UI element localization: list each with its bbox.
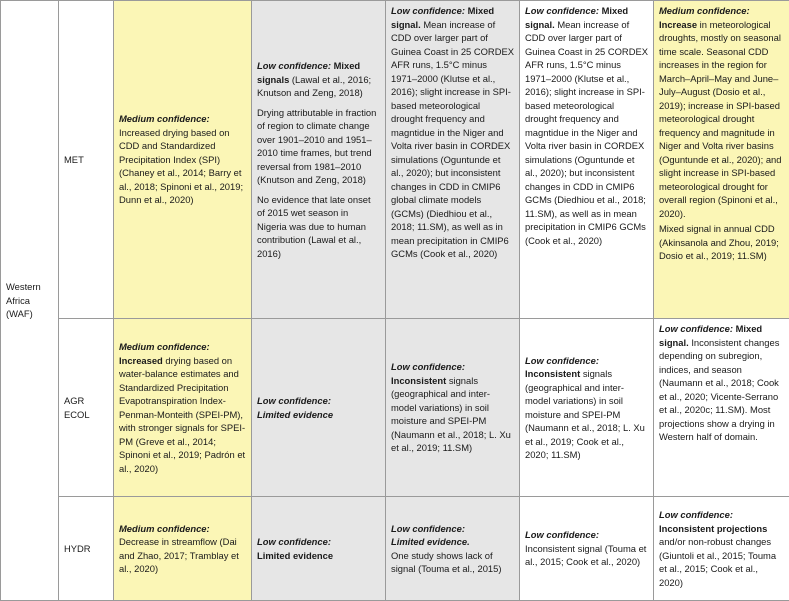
type-cell-agr <box>59 319 114 497</box>
cell-text: Mean increase of CDD over larger part of Guinea Coast in 25 CORDEX AFR runs, 1.5°C minus 1971–2000 (Klutse et al., 2016); slight increase in SPI-based meteorological drought frequency and magntidue in the Niger and Volta river basin in CORDEX simulations (Oguntunde et al., 2020); but inconsistent changes in CDD in CMIP6 GCMs (Diedhiou et al., 2018; 11.SM), as well as in mean precipitation in CMIP6 GCMs (Cook et al., 2020) <box>525 19 648 246</box>
confidence-label: Low confidence: <box>257 60 331 71</box>
projection-2c-cell <box>520 497 654 601</box>
cell-text: signals (geographical and inter-model variations) in soil moisture and SPEI-PM (Naumann et al., 2018; L. Xu et al., 2019; Cook et al., 2020; 11.SM) <box>525 368 645 460</box>
cell-highlight: Mixed signals <box>257 60 360 85</box>
cell-highlight: Inconsistent <box>525 368 580 379</box>
projection-1-5c-cell <box>386 319 520 497</box>
cell-highlight: Mixed signal. <box>659 323 762 348</box>
table-row-agr-ecol <box>1 319 789 497</box>
projection-1-5c-cell <box>386 497 520 601</box>
projection-4c-cell <box>654 319 789 497</box>
type-cell-met <box>59 1 114 319</box>
confidence-label: Low confidence: <box>257 395 331 406</box>
confidence-label: Low confidence: <box>659 323 733 334</box>
confidence-label: Low confidence: <box>391 523 465 534</box>
cell-paragraph: Mixed signal in annual CDD (Akinsanola and Zhou, 2019; Dosio et al., 2019; 11.SM) <box>659 222 784 263</box>
confidence-label: Medium confidence: <box>659 5 750 16</box>
projection-4c-cell <box>654 497 789 601</box>
cell-text: Increased drying based on CDD and Standardized Precipitation Index (SPI) (Chaney et al., 2014; Barry et al., 2018; Spinoni et al., 2019; Dunn et al., 2020) <box>119 127 243 206</box>
attribution-cell <box>252 1 386 319</box>
cell-text: and/or non-robust changes (Giuntoli et al., 2015; Touma et al., 2015; Cook et al., 2020) <box>659 536 776 588</box>
cell-paragraph: Drying attributable in fraction of region to climate change over 1901–2010 and 1951–2010 time frames, but trend reversal from 1981–2010 (Knutson and Zeng, 2018) <box>257 106 380 187</box>
region-cell <box>1 1 59 601</box>
cell-text: signals (geographical and inter-model variations) in soil moisture and SPEI-PM (Naumann et al., 2018; L. Xu et al., 2019; 11.SM) <box>391 375 511 454</box>
cell-highlight: Inconsistent projections <box>659 523 767 534</box>
confidence-label: Low confidence: <box>391 5 465 16</box>
confidence-label: Low confidence: <box>525 529 599 540</box>
confidence-label: Low confidence: <box>257 536 331 547</box>
cell-text: drying based on water-balance estimates and Standardized Precipitation Evapotranspiration Index-Penman-Monteith (SPEI-PM), with stronger signals for SPEI-PM (Greve et al., 2014; Spinoni et al., 2019; Padrón et al., 2020) <box>119 355 245 474</box>
region-label: Western Africa (WAF) <box>6 281 41 319</box>
confidence-label: Low confidence: <box>659 509 733 520</box>
cell-text: Decrease in streamflow (Dai and Zhao, 2017; Tramblay et al., 2020) <box>119 536 239 574</box>
confidence-label: Low confidence: <box>525 5 599 16</box>
cell-text: Limited evidence <box>257 409 333 420</box>
confidence-label: Medium confidence: <box>119 341 210 352</box>
cell-highlight: Mixed signal. <box>525 5 628 30</box>
type-label: HYDR <box>64 543 91 554</box>
cell-text: Mean increase of CDD over larger part of Guinea Coast in 25 CORDEX AFR runs, 1.5°C minus 1971–2000 (Klutse et al., 2016); slight increase in SPI-based meteorological drought frequency and magntidue in the Niger and Volta river basin in CORDEX simulations (Oguntunde et al., 2020); but inconsistent changes in CDD in CMIP6 global climate models (GCMs) (Diedhiou et al., 2018; 11.SM), as well as in mean precipitation in CMIP6 GCMs (Cook et al., 2020) <box>391 19 514 260</box>
attribution-cell <box>252 497 386 601</box>
confidence-label: Low confidence: <box>525 355 599 366</box>
projection-2c-cell <box>520 1 654 319</box>
cell-text: Inconsistent changes depending on subregion, indices, and season (Naumann et al., 2018; Cook et al., 2020; Vicente-Serrano et al., 2020c; 11.SM). Most projections show a drying in Western half of domain. <box>659 337 779 443</box>
table-row-hydr <box>1 497 789 601</box>
observed-trends-cell <box>114 319 252 497</box>
attribution-cell <box>252 319 386 497</box>
cell-text: One study shows lack of signal (Touma et al., 2015) <box>391 550 501 575</box>
confidence-label: Medium confidence: <box>119 113 210 124</box>
confidence-label: Medium confidence: <box>119 523 210 534</box>
cell-highlight: Limited evidence. <box>391 536 470 547</box>
cell-text: Inconsistent signal (Touma et al., 2015; Cook et al., 2020) <box>525 543 646 568</box>
cell-highlight: Increase <box>659 19 697 30</box>
projection-4c-cell <box>654 1 789 319</box>
table-row-met <box>1 1 789 319</box>
cell-highlight: Increased <box>119 355 163 366</box>
projection-2c-cell <box>520 319 654 497</box>
cell-highlight: Mixed signal. <box>391 5 494 30</box>
type-label: MET <box>64 154 84 165</box>
observed-trends-cell <box>114 497 252 601</box>
cell-text: Limited evidence <box>257 550 333 561</box>
cell-text: (Lawal et al., 2016; Knutson and Zeng, 2018) <box>257 74 371 99</box>
cell-text: in meteorological droughts, mostly on seasonal time scale. Seasonal CDD increases in the region for March–April–May and June–July–August (Dosio et al., 2019); increase in SPI-based meteorological drought frequency and magnitude in Niger and Volta river basins (Oguntunde et al., 2020); and slight increase in SPI-based meteorological drought for overall region (Spinoni et al., 2020). <box>659 19 781 219</box>
cell-highlight: Inconsistent <box>391 375 446 386</box>
confidence-label: Low confidence: <box>391 361 465 372</box>
type-cell-hydr <box>59 497 114 601</box>
type-label: AGR ECOL <box>64 395 90 420</box>
cell-paragraph: No evidence that late onset of 2015 wet season in Nigeria was due to human contribution (Lawal et al., 2016) <box>257 193 380 261</box>
observed-trends-cell <box>114 1 252 319</box>
projection-1-5c-cell <box>386 1 520 319</box>
